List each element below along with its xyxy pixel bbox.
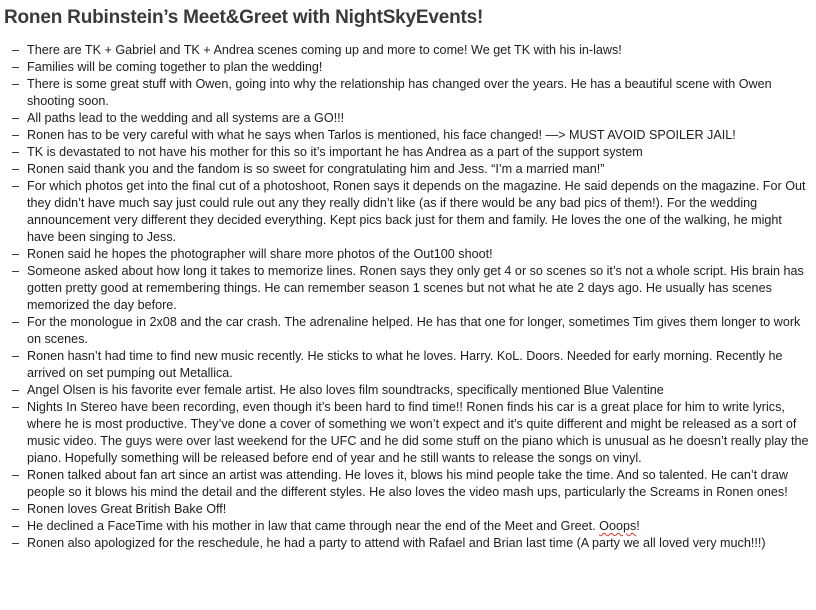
list-item-text: Ronen loves Great British Bake Off!	[27, 502, 227, 516]
list-item-text: Families will be coming together to plan the wedding!	[27, 60, 323, 74]
list-item-text: Ronen said he hopes the photographer will share more photos of the Out100 shoot!	[27, 247, 493, 261]
list-item	[4, 42, 810, 59]
list-item-text: For the monologue in 2x08 and the car crash. The adrenaline helped. He has that one for longer, sometimes Tim gives them longer to work on scenes.	[27, 315, 801, 346]
bullet-dash: –	[12, 60, 20, 74]
list-item	[4, 161, 810, 178]
bullet-dash: –	[12, 383, 20, 397]
list-item-text: Ronen also apologized for the reschedule, he had a party to attend with Rafael and Brian last time (A party we all loved very much!!!)	[27, 536, 766, 550]
list-item-text: He declined a FaceTime with his mother in law that came through near the end of the Meet and Greet.	[27, 519, 600, 533]
list-item-text: Someone asked about how long it takes to memorize lines. Ronen says they only get 4 or so scenes so it’s not a whole script. His brain has gotten pretty good at remembering things. He can remember season 1 scenes but not what he ate 2 days ago. He usually has scenes memorized the day before.	[27, 264, 804, 312]
list-item-text-suffix: !	[636, 519, 640, 533]
list-item	[4, 263, 810, 314]
list-item-text: All paths lead to the wedding and all systems are a GO!!!	[27, 111, 345, 125]
list-item-text: There are TK + Gabriel and TK + Andrea scenes coming up and more to come! We get TK with his in-laws!	[27, 43, 622, 57]
list-item	[4, 246, 810, 263]
list-item-text: Angel Olsen is his favorite ever female artist. He also loves film soundtracks, specifically mentioned Blue Valentine	[27, 383, 664, 397]
bullet-dash: –	[12, 145, 20, 159]
misspelled-word[interactable]: Ooops	[599, 519, 637, 533]
list-item-text: There is some great stuff with Owen, going into why the relationship has changed over the years. He has a beautiful scene with Owen shooting soon.	[27, 77, 772, 108]
list-item	[4, 178, 810, 246]
bullet-dash: –	[12, 536, 20, 550]
list-item-text: Ronen hasn’t had time to find new music recently. He sticks to what he loves. Harry. KoL. Doors. Needed for early morning. Recently he arrived on set pumping out Metallica.	[27, 349, 783, 380]
bullet-list	[4, 42, 810, 552]
bullet-dash: –	[12, 502, 20, 516]
bullet-dash: –	[12, 179, 20, 193]
list-item	[4, 314, 810, 348]
list-item	[4, 399, 810, 467]
list-item-text: TK is devastated to not have his mother for this so it’s important he has Andrea as a part of the support system	[27, 145, 643, 159]
list-item-text: Ronen said thank you and the fandom is so sweet for congratulating him and Jess. “I’m a married man!”	[27, 162, 605, 176]
bullet-dash: –	[12, 519, 20, 533]
list-item	[4, 127, 810, 144]
list-item	[4, 348, 810, 382]
list-item-text: Ronen has to be very careful with what he says when Tarlos is mentioned, his face changed! —> MUST AVOID SPOILER JAIL!	[27, 128, 736, 142]
list-item	[4, 76, 810, 110]
list-item	[4, 467, 810, 501]
list-item	[4, 59, 810, 76]
list-item	[4, 110, 810, 127]
list-item	[4, 144, 810, 161]
list-item	[4, 382, 810, 399]
list-item	[4, 518, 810, 535]
bullet-dash: –	[12, 128, 20, 142]
bullet-dash: –	[12, 162, 20, 176]
bullet-dash: –	[12, 77, 20, 91]
bullet-dash: –	[12, 349, 20, 363]
list-item	[4, 535, 810, 552]
bullet-dash: –	[12, 111, 20, 125]
list-item-text: For which photos get into the final cut of a photoshoot, Ronen says it depends on the magazine. He said depends on the magazine. For Out they didn’t have much say just could rule out any they really didn’t like (as if there would be any bad pics of them!). For the wedding announcement very different they decided everything. Kept pics back just for them and family. He loves the one of the walking, he might have been singing to Jess.	[27, 179, 806, 244]
note-title: Ronen Rubinstein’s Meet&Greet with NightSkyEvents!	[4, 7, 484, 28]
bullet-dash: –	[12, 468, 20, 482]
bullet-dash: –	[12, 43, 20, 57]
list-item-text: Ronen talked about fan art since an artist was attending. He loves it, blows his mind people take the time. And so talented. He can’t draw people so it blows his mind the detail and the different styles. He also loves the video mash ups, particularly the Screams in Ronen ones!	[27, 468, 788, 499]
list-item-text: Nights In Stereo have been recording, even though it’s been hard to find time!! Ronen finds his car is a great place for him to write lyrics, where he is most productive. They’ve done a cover of something we won’t expect and it’s quite different and might be released as a sort of music video. The guys were over last weekend for the UFC and he did some stuff on the piano which is unusual as he doesn’t really play the piano. Hopefully something will be released before end of year and he still wants to release the songs on vinyl.	[27, 400, 809, 465]
list-item	[4, 501, 810, 518]
bullet-dash: –	[12, 247, 20, 261]
bullet-dash: –	[12, 315, 20, 329]
bullet-dash: –	[12, 400, 20, 414]
bullet-dash: –	[12, 264, 20, 278]
